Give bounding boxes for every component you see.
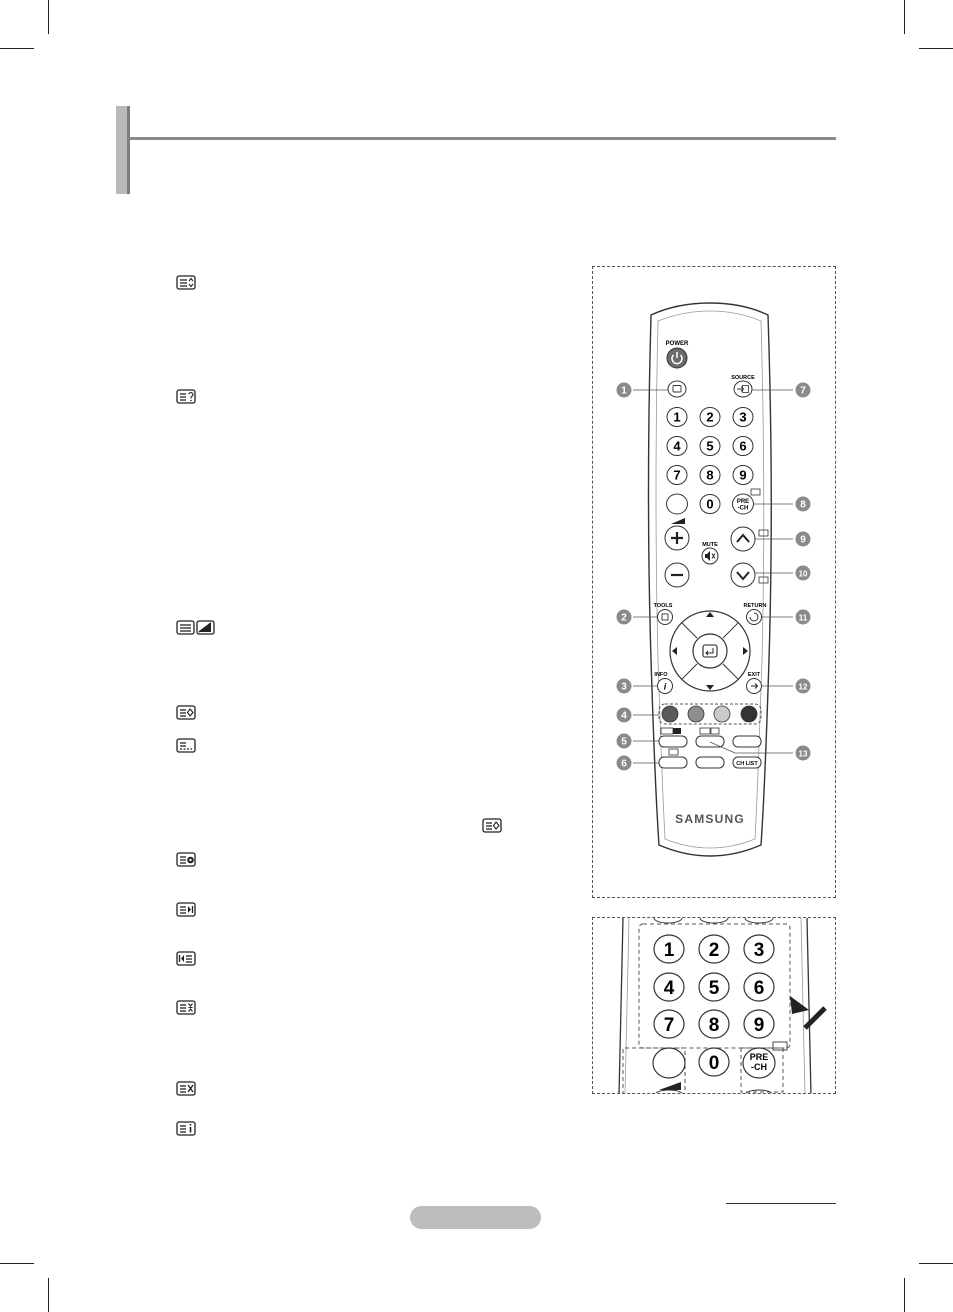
digit-label: 2: [708, 940, 720, 961]
digit-label: 5: [708, 978, 720, 999]
return-label: RETURN: [743, 603, 767, 609]
pre-ch-line1: PRE: [749, 1052, 769, 1062]
exit-label: EXIT: [747, 672, 761, 678]
callout-6: [617, 756, 632, 771]
digit-3-button[interactable]: [744, 935, 774, 963]
pre-ch-line2: -CH: [737, 505, 749, 512]
digit-label: 8: [706, 467, 714, 483]
teletext-sub-page-icon: [176, 738, 196, 753]
digit-label: 0: [706, 496, 714, 512]
digit-label: 9: [739, 467, 747, 483]
crop-mark: [904, 0, 905, 34]
teletext-hold-icon: [176, 1121, 196, 1136]
index-button[interactable]: [696, 736, 724, 747]
continued-rule: [726, 1203, 836, 1204]
pre-ch-line1: PRE: [736, 499, 750, 505]
section-header-rule: [130, 137, 836, 140]
volume-down-button[interactable]: [665, 563, 689, 587]
crop-mark: [48, 0, 49, 34]
teletext-size-icon: [176, 1000, 196, 1015]
tools-label: TOOLS: [653, 603, 673, 609]
power-button[interactable]: [667, 348, 687, 368]
info-label: INFO: [654, 672, 668, 678]
digit-9-button[interactable]: [744, 1010, 774, 1038]
volume-up-button[interactable]: [665, 526, 689, 550]
digit-label: 4: [673, 438, 681, 454]
digit-0-button[interactable]: [700, 495, 720, 514]
digit-label: 6: [753, 978, 765, 999]
callout-4: [617, 708, 632, 723]
digit-label: 1: [673, 409, 681, 425]
callout-number: 7: [800, 385, 806, 397]
callout-number: 1: [621, 385, 627, 397]
digit-2-button[interactable]: [699, 935, 729, 963]
teletext-page-up-icon: [176, 902, 196, 917]
teletext-index-icon: [482, 818, 502, 833]
enter-button[interactable]: [693, 634, 727, 668]
remote-illustration: [593, 267, 836, 898]
teletext-reveal-icon: [176, 389, 196, 404]
callout-number: 13: [798, 749, 808, 759]
mute-button[interactable]: [702, 548, 718, 564]
pre-ch-button[interactable]: [733, 494, 754, 514]
digit-9-button[interactable]: [733, 466, 753, 485]
teletext-display-icon: [176, 275, 196, 290]
ch-list-button[interactable]: [733, 757, 761, 768]
callout-8: [796, 497, 811, 512]
digit-8-button[interactable]: [699, 1010, 729, 1038]
callout-11: [796, 610, 811, 625]
digit-label: 9: [753, 1015, 765, 1036]
teletext-index-icon: [176, 705, 196, 720]
callout-12: [796, 679, 811, 694]
digit-label: 1: [663, 940, 675, 961]
function-button[interactable]: [733, 736, 761, 747]
remote-illustration-panel: [592, 266, 836, 898]
digit-6-button[interactable]: [733, 437, 753, 456]
digit-label: 5: [706, 438, 714, 454]
digit-4-button[interactable]: [667, 437, 687, 456]
digit-5-button[interactable]: [699, 973, 729, 1001]
crop-mark: [904, 1278, 905, 1312]
callout-number: 2: [621, 612, 627, 624]
section-header-bar: [116, 106, 130, 194]
teletext-store-icon: [176, 852, 196, 867]
brand-logo: SAMSUNG: [675, 812, 745, 826]
volume-icon: [659, 1082, 681, 1090]
callout-13: [796, 746, 811, 761]
page-number-badge: [410, 1206, 541, 1229]
crop-mark: [0, 1263, 34, 1264]
ttx-mix-button[interactable]: [659, 757, 687, 768]
info-icon: i: [663, 681, 667, 692]
callout-number: 3: [621, 681, 627, 693]
color-key-button[interactable]: [714, 706, 730, 722]
teletext-page-down-icon: [176, 951, 196, 966]
callout-number: 12: [798, 682, 808, 692]
exit-button[interactable]: [747, 679, 762, 694]
pointer-arrow: [790, 996, 809, 1014]
teletext-mix-icon: [673, 728, 681, 734]
color-key-button[interactable]: [688, 706, 704, 722]
channel-up-button[interactable]: [731, 527, 755, 551]
digit-4-button[interactable]: [654, 973, 684, 1001]
callout-2: [617, 610, 632, 625]
callout-10: [796, 566, 811, 581]
digit-7-button[interactable]: [667, 466, 687, 485]
tv-button[interactable]: [668, 381, 686, 397]
digit-5-button[interactable]: [700, 437, 720, 456]
pre-ch-line2: -CH: [751, 1062, 767, 1072]
navigation-pad: [670, 611, 750, 691]
color-key-button[interactable]: [741, 706, 757, 722]
crop-mark: [919, 1263, 953, 1264]
mute-label: MUTE: [702, 542, 718, 548]
callout-number: 6: [621, 758, 627, 770]
callout-5: [617, 734, 632, 749]
blank-button[interactable]: [667, 494, 688, 514]
number-buttons-inset-panel: [592, 917, 836, 1094]
digit-8-button[interactable]: [700, 466, 720, 485]
callout-1: [617, 383, 632, 398]
crop-mark: [919, 48, 953, 49]
digit-7-button[interactable]: [654, 1010, 684, 1038]
digit-label: 6: [739, 438, 747, 454]
digit-2-button[interactable]: [700, 408, 720, 427]
digit-label: 7: [663, 1015, 675, 1036]
callout-3: [617, 679, 632, 694]
digit-label: 3: [739, 409, 747, 425]
number-buttons-inset: [593, 918, 836, 1094]
callout-number: 11: [798, 613, 808, 623]
callout-number: 9: [800, 534, 806, 546]
channel-down-button[interactable]: [731, 563, 755, 587]
color-key-button[interactable]: [662, 706, 678, 722]
blank-button[interactable]: [653, 1048, 685, 1078]
digit-1-button[interactable]: [667, 408, 687, 427]
digit-3-button[interactable]: [733, 408, 753, 427]
crop-mark: [0, 48, 34, 49]
info-button[interactable]: [658, 679, 673, 694]
power-label: POWER: [665, 341, 689, 347]
digit-1-button[interactable]: [654, 935, 684, 963]
digit-label: 2: [706, 409, 714, 425]
callout-number: 5: [621, 736, 627, 748]
digit-label: 7: [673, 467, 681, 483]
source-label: SOURCE: [731, 375, 755, 381]
digit-0-button[interactable]: [699, 1048, 729, 1076]
digit-label: 3: [753, 940, 765, 961]
function-button[interactable]: [696, 757, 724, 768]
tools-button[interactable]: [658, 610, 673, 625]
return-button[interactable]: [747, 610, 762, 625]
source-button[interactable]: [734, 381, 752, 397]
callout-7: [796, 383, 811, 398]
callout-number: 8: [800, 499, 806, 511]
digit-label: 8: [708, 1015, 720, 1036]
callout-9: [796, 532, 811, 547]
pre-ch-button[interactable]: [743, 1048, 775, 1078]
teletext-mix-icon: [176, 620, 216, 635]
mix-button[interactable]: [659, 736, 687, 747]
digit-6-button[interactable]: [744, 973, 774, 1001]
teletext-store-icon: [773, 1042, 787, 1050]
digit-label: 4: [663, 978, 675, 999]
ch-list-label: CH LIST: [736, 761, 758, 767]
digit-label: 0: [708, 1053, 720, 1074]
callout-number: 10: [798, 569, 808, 579]
teletext-cancel-icon: [176, 1081, 196, 1096]
callout-number: 4: [621, 710, 627, 722]
crop-mark: [48, 1278, 49, 1312]
